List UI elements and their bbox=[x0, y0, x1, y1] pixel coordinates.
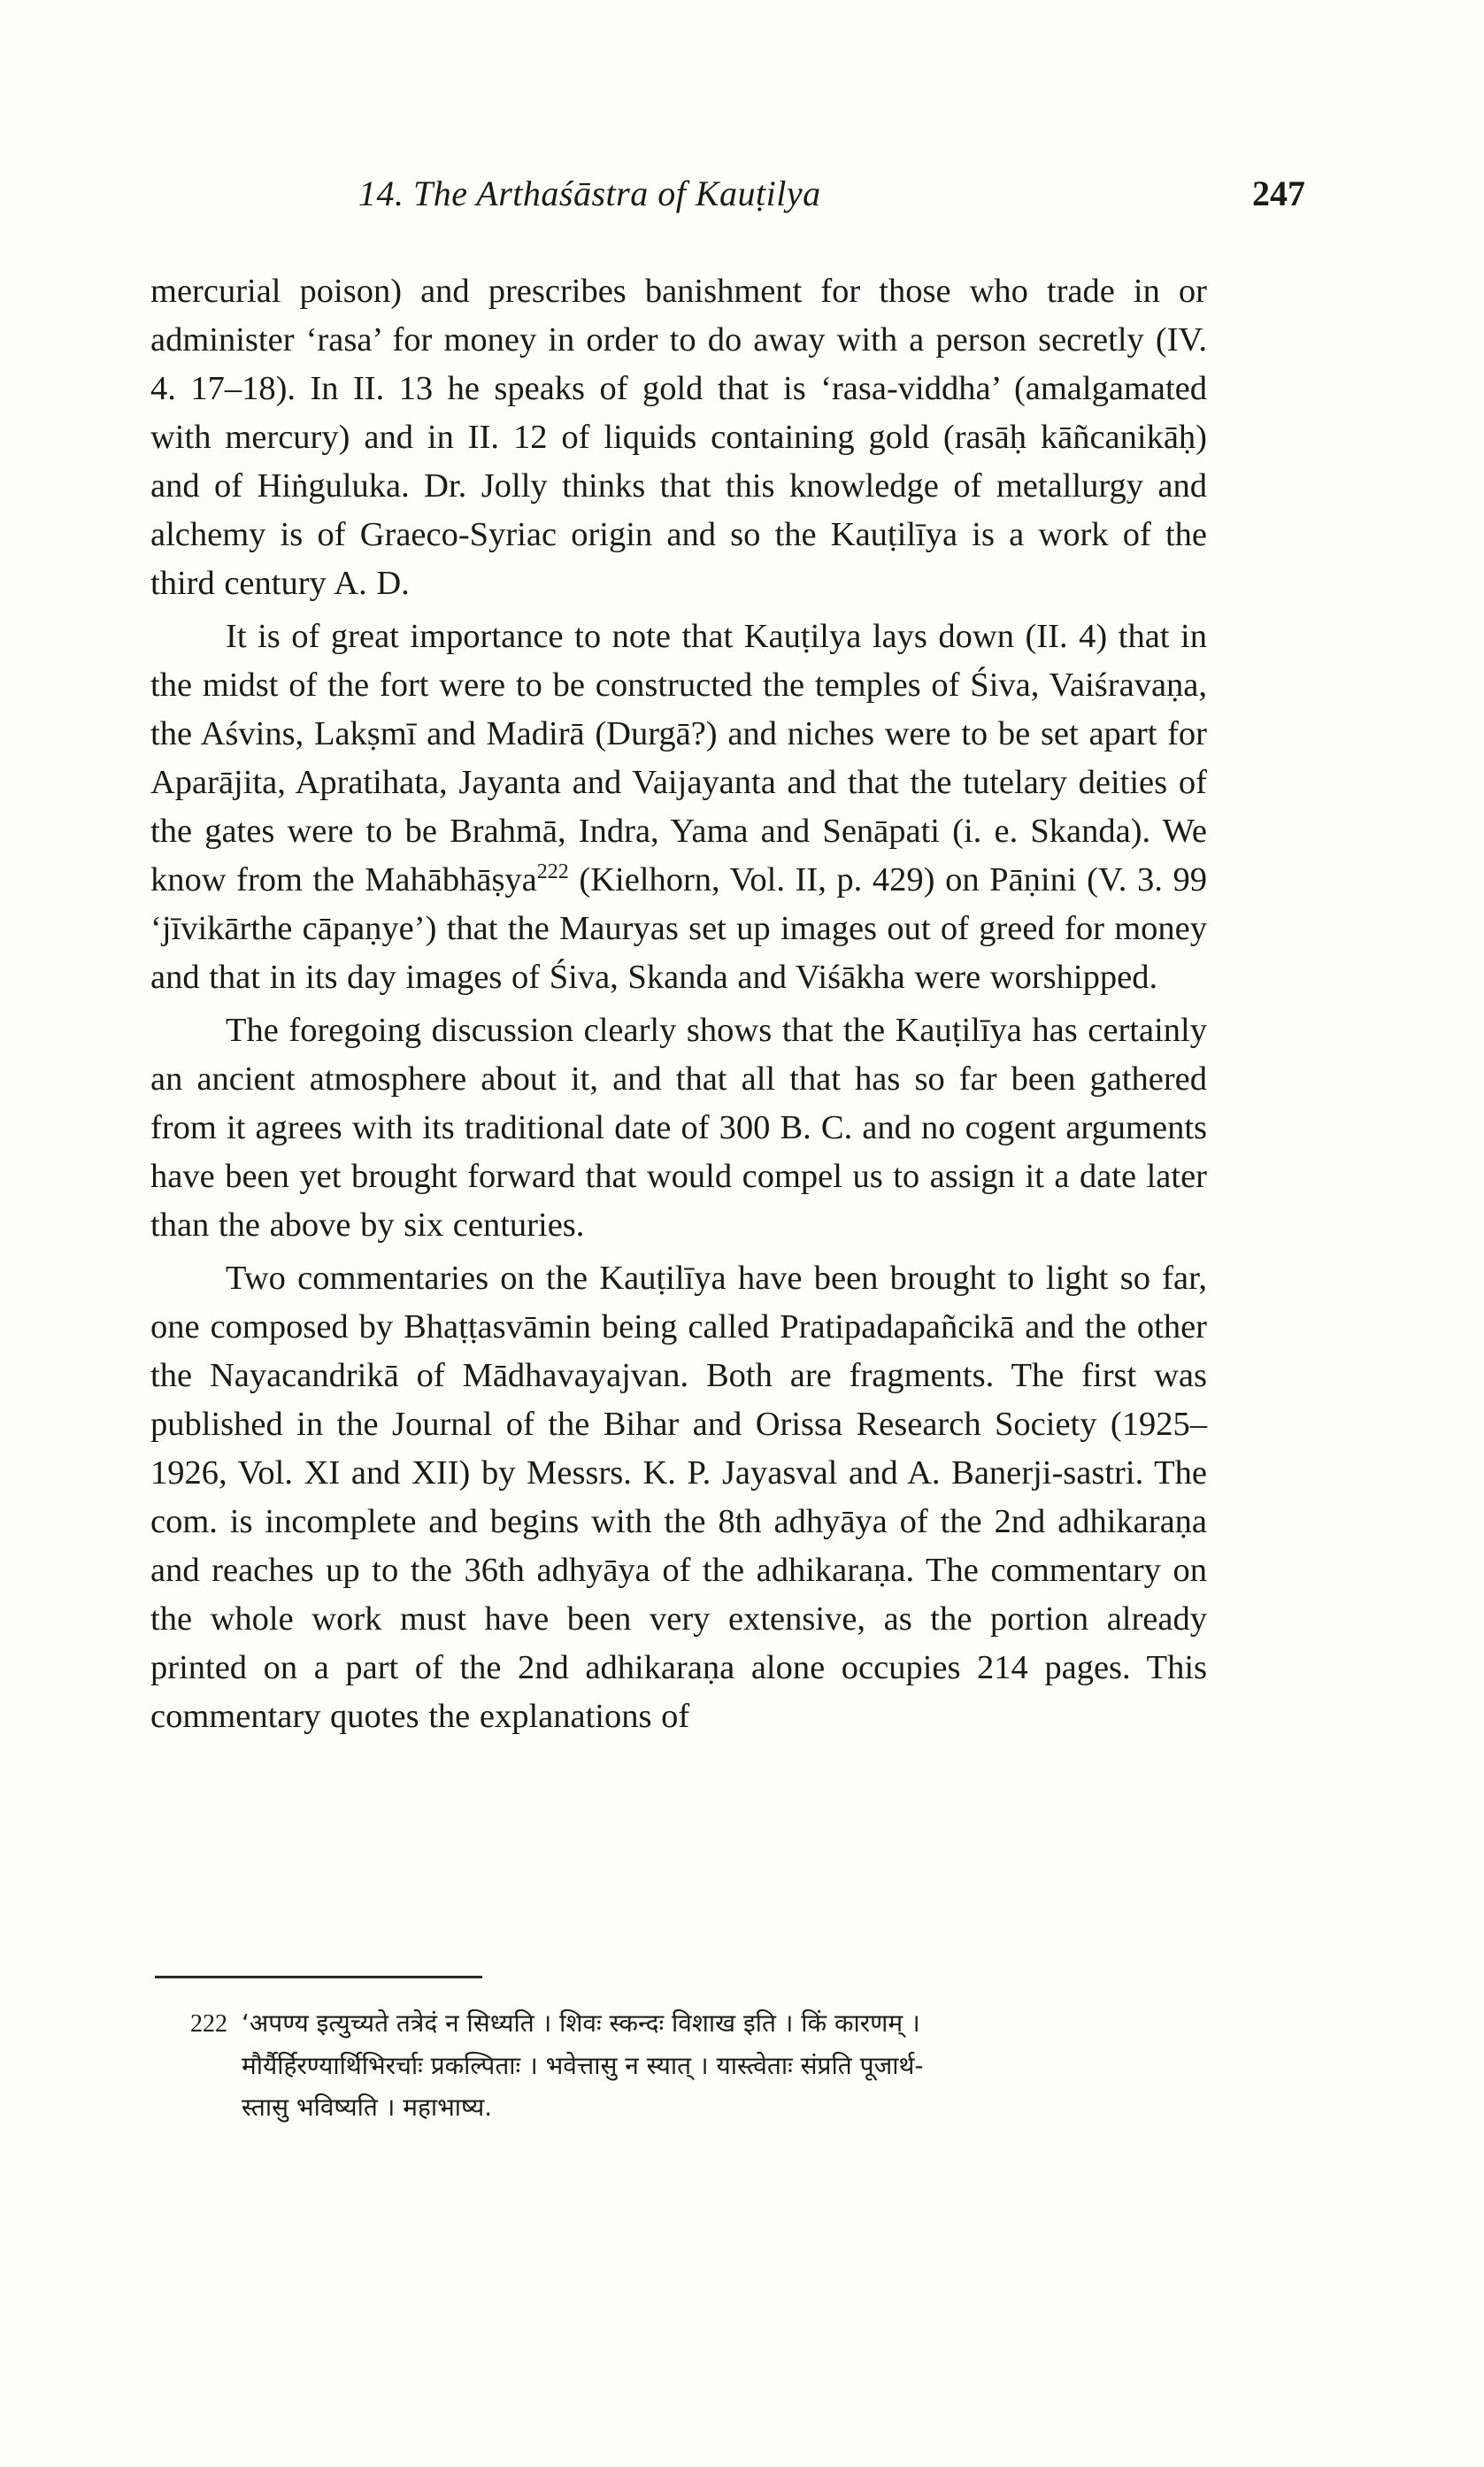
page-header bbox=[0, 173, 1484, 235]
footnote-line-2: मौर्यैर्हिरण्यार्थिभिरर्चाः प्रकल्पिताः । भवेत्तासु न स्यात् । यास्त्वेताः संप्रति पूजार्थ- bbox=[242, 2051, 924, 2080]
running-head: 14. The Arthaśāstra of Kauṭilya bbox=[358, 173, 821, 213]
paragraph-4: Two commentaries on the Kauṭilīya have been brought to light so far, one composed by Bhaṭṭasvāmin being called Pratipadapañcikā and the other the Nayacandrikā of Mādhavayajvan. Both are fragments. The first was published in the Journal of the Bihar and Orissa Research Society (1925–1926, Vol. XI and XII) by Messrs. K. P. Jayasval and A. Banerji-sastri. The com. is incomplete and begins with the 8th adhyāya of the 2nd adhikaraṇa and reaches up to the 36th adhyāya of the adhikaraṇa. The commentary on the whole work must have been very extensive, as the portion already printed on a part of the 2nd adhikaraṇa alone occupies 214 pages. This commentary quotes the explanations of bbox=[150, 1260, 1207, 1735]
footnote-number: 222 bbox=[190, 2010, 227, 2038]
body-text bbox=[150, 267, 1207, 1741]
paragraph-2 bbox=[150, 613, 1207, 1002]
footnote bbox=[190, 2002, 1208, 2128]
paragraph-1: mercurial poison) and prescribes banishment for those who trade in or administer ‘rasa’ for money in order to do away with a person secretly (IV. 4. 17–18). In II. 13 he speaks of gold that is ‘rasa-viddha’ (amalgamated with mercury) and in II. 12 of liquids containing gold (rasāḥ kāñcanikāḥ) and of Hiṅguluka. Dr. Jolly thinks that this knowledge of metallurgy and alchemy is of Graeco-Syriac origin and so the Kauṭilīya is a work of the third century A. D. bbox=[150, 273, 1207, 602]
footnote-line-1 bbox=[190, 2002, 1208, 2045]
footnote-divider bbox=[155, 1976, 482, 1978]
footnote-reference[interactable]: 222 bbox=[536, 860, 569, 883]
footnote-line-3: स्तासु भविष्यति । महाभाष्य. bbox=[242, 2093, 493, 2122]
paragraph-3: The foregoing discussion clearly shows that the Kauṭilīya has certainly an ancient atmosphere about it, and that all that has so far been gathered from it agrees with its traditional date of 300 B. C. and no cogent arguments have been yet brought forward that would compel us to assign it a date later than the above by six centuries. bbox=[150, 1012, 1207, 1244]
footnote-text-1: ‘अपण्य इत्युच्यते तत्रेदं न सिध्यति । शिवः स्कन्दः विशाख इति । किं कारणम् । bbox=[242, 2008, 920, 2038]
page-number: 247 bbox=[1252, 173, 1305, 213]
paragraph-2-text-before: It is of great importance to note that Kauṭilya lays down (II. 4) that in the midst of the fort were to be constructed the temples of Śiva, Vaiśravaṇa, the Aśvins, Lakṣmī and Madirā (Durgā?) and niches were to be set apart for Aparājita, Apratihata, Jayanta and Vaijayanta and that the tutelary deities of the gates were to be Brahmā, Indra, Yama and Senāpati (i. e. Skanda). We know from the Mahābhāṣya bbox=[150, 618, 1207, 898]
paragraph-2-text-after: (Kielhorn, Vol. II, p. 429) on Pāṇini (V. 3. 99 ‘jīvikārthe cāpaṇye’) that the Mauryas set up images out of greed for money and that in its day images of Śiva, Skanda and Viśākha were worshipped. bbox=[150, 861, 1207, 996]
